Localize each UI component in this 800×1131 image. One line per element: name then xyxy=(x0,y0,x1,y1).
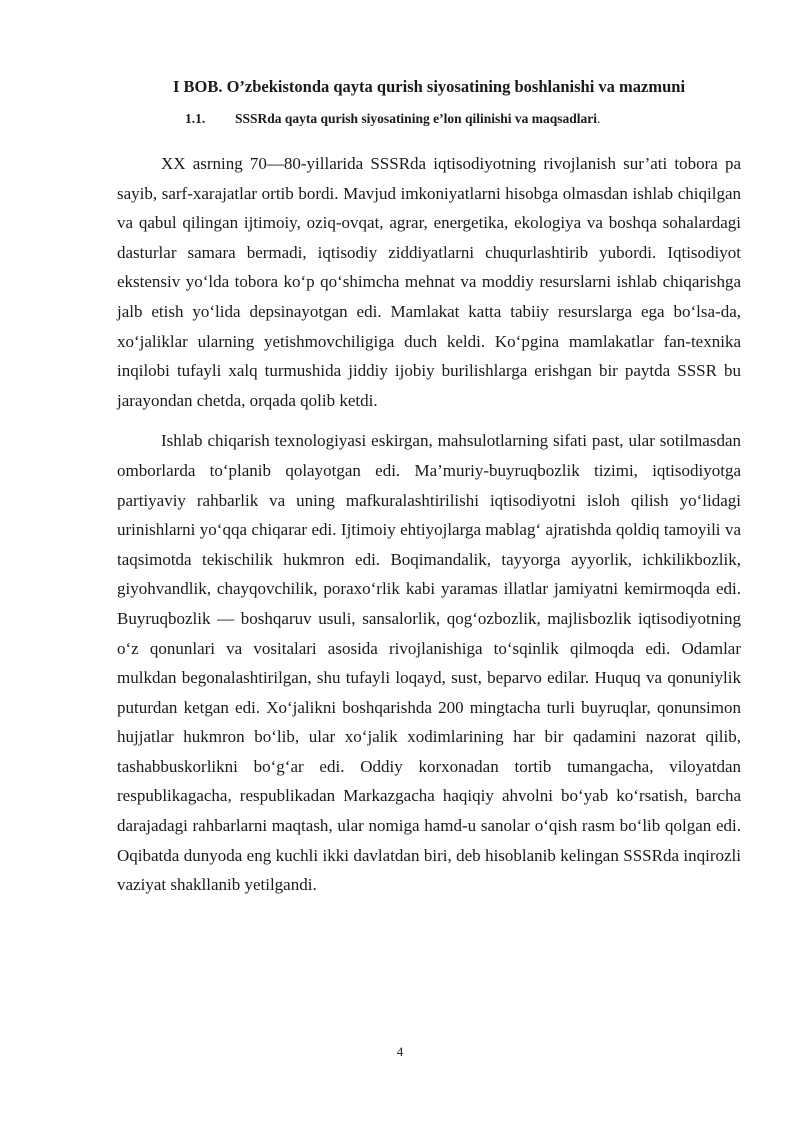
paragraph-1: XX asrning 70—80-yillarida SSSRda iqtisodiyotning rivojlanish sur’ati tobora pa sayib, sarf-xarajatlar ortib bordi. Mavjud imkoniyatlarni hisobga olmasdan ishlab chiqilgan va qabul qilingan ijtimoiy, oziq-ovqat, agrar, energetika, ekologiya va boshqa sohalardagi dasturlar samara bermadi, iqtisodiy ziddiyatlarni chuqurlashtirib yubordi. Iqtisodiyot ekstensiv yo‘lda tobora ko‘p qo‘shimcha mehnat va moddiy resurslarni ishlab chiqarishga jalb etish yo‘lida depsinayotgan edi. Mamlakat katta tabiiy resurslarga ega bo‘lsa-da, xo‘jaliklar ularning yetishmovchiligiga duch keldi. Ko‘pgina mamlakatlar fan-texnika inqilobi tufayli xalq turmushida jiddiy ijobiy burilishlarga erishgan bir paytda SSSR bu jarayondan chetda, orqada qolib ketdi. xyxy=(117,154,741,410)
section-title-text: SSSRda qayta qurish siyosatining e’lon qilinishi va maqsadlari xyxy=(235,111,597,126)
section-title-period: . xyxy=(597,111,601,126)
page-number: 4 xyxy=(396,1044,404,1059)
document-page xyxy=(117,74,741,900)
paragraph-2: Ishlab chiqarish texnologiyasi eskirgan, mahsulotlarning sifati past, ular sotilmasdan omborlarda to‘planib qolayotgan edi. Ma’muriy-buyruqbozlik tizimi, iqtisodiyotga partiyaviy rahbarlik va uning mafkuralashtirilishi iqtisodiyotni isloh qilish yo‘lidagi urinishlarni yo‘qqa chiqarar edi. Ijtimoiy ehtiyojlarga mablag‘ ajratishda qoldiq tamoyili va taqsimotda tekischilik hukmron edi. Boqimandalik, tayyorga ayyorlik, ichkilikbozlik, giyohvandlik, chayqovchilik, poraxo‘rlik kabi yaramas illatlar jamiyatni kemirmoqda edi. Buyruqbozlik — boshqaruv usuli, sansalorlik, qog‘ozbozlik, majlisbozlik iqtisodiyotning o‘z qonunlari va vositalari asosida rivojlanishiga to‘sqinlik qilmoqda edi. Odamlar mulkdan begonalashtirilgan, shu tufayli loqayd, sust, beparvo edilar. Huquq va qonuniylik puturdan ketgan edi. Xo‘jalikni boshqarishda 200 mingtacha turli buyruqlar, qonunsimon hujjatlar hukmron bo‘lib, ular xo‘jalik xodimlarining har bir qadamini nazorat qilib, tashabbuskorlikni bo‘g‘ar edi. Oddiy korxonadan tortib tumangacha, viloyatdan respublikagacha, respublikadan Markazgacha haqiqiy ahvolni bo‘yab ko‘rsatish, barcha darajadagi rahbarlarni maqtash, ular nomiga hamd-u sanolar o‘qish rasm bo‘lib qolgan edi. Oqibatda dunyoda eng kuchli ikki davlatdan biri, deb hisoblanib kelingan SSSRda inqirozli vaziyat shakllanib yetilgandi. xyxy=(117,431,741,895)
section-title xyxy=(235,107,600,131)
chapter-title: I BOB. O’zbekistonda qayta qurish siyosatining boshlanishi va mazmuni xyxy=(172,77,686,96)
section-number: 1.1. xyxy=(185,111,206,126)
section-heading xyxy=(117,107,741,131)
